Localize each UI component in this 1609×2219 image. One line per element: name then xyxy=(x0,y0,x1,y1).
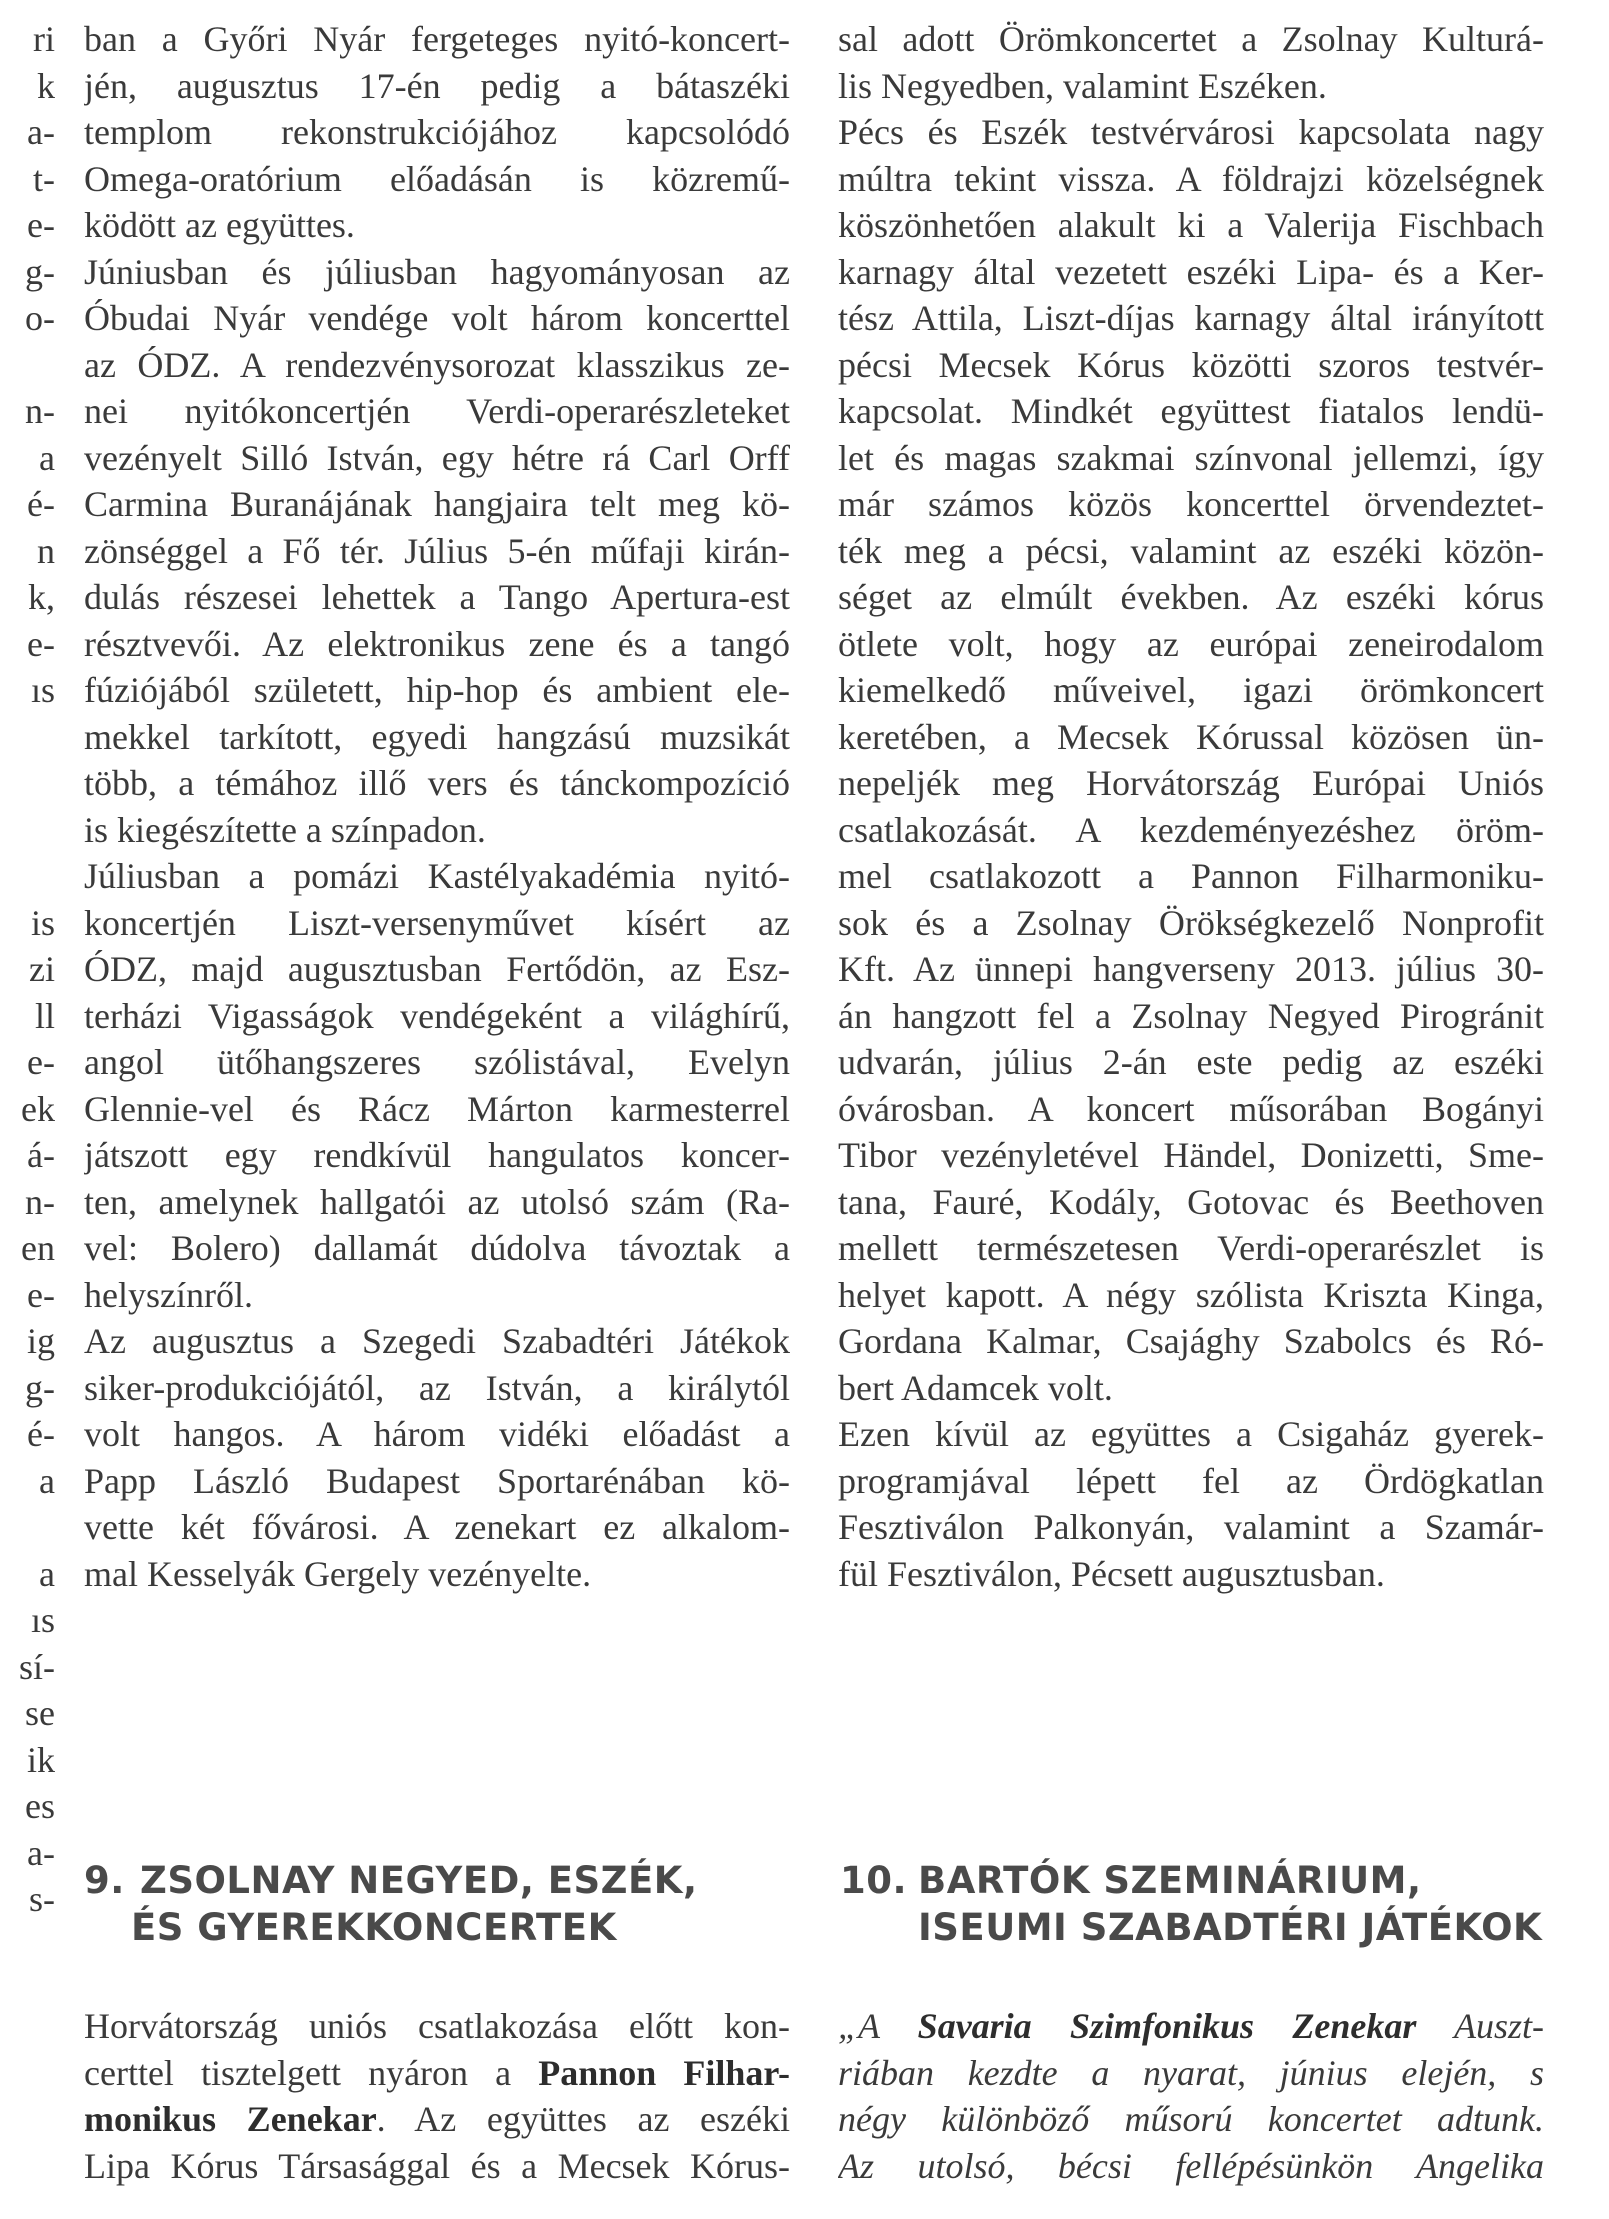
heading-line-1: ZSOLNAY NEGYED, ESZÉK, xyxy=(140,1859,698,1902)
text-line: az ÓDZ. A rendezvénysorozat klasszikus ze- xyxy=(84,344,790,385)
text-line: Fesztiválon Palkonyán, valamint a Szamár- xyxy=(838,1507,1544,1547)
margin-fragment: zi xyxy=(29,949,55,989)
text-line: programjával lépett fel az Ördögkatlan xyxy=(838,1460,1544,1501)
margin-fragment: t- xyxy=(33,158,55,199)
text-line: siker-produkciójától, az István, a királytól xyxy=(84,1367,790,1408)
text-line: ban a Győri Nyár fergeteges nyitó-koncert- xyxy=(84,19,790,59)
text-line: vette két fővárosi. A zenekart ez alkalom- xyxy=(84,1507,790,1547)
text-line: már számos közös koncerttel örvendeztet- xyxy=(838,484,1544,524)
body-line xyxy=(838,2003,1544,2050)
text-line: Ezen kívül az együttes a Csigaház gyerek- xyxy=(838,1414,1544,1454)
text-line: karnagy által vezetett eszéki Lipa- és a Ker- xyxy=(838,251,1544,292)
text-line: nei nyitókoncertjén Verdi-operarészleteket xyxy=(84,391,790,431)
text-line: múltra tekint vissza. A földrajzi közelségnek xyxy=(838,158,1544,199)
margin-fragment: g- xyxy=(25,1367,55,1408)
margin-fragment: a xyxy=(39,1553,55,1594)
margin-fragment: se xyxy=(25,1693,55,1733)
margin-fragment: g- xyxy=(25,251,55,292)
text-line: tana, Fauré, Kodály, Gotovac és Beethoven xyxy=(838,1181,1544,1222)
text-line: Az augusztus a Szegedi Szabadtéri Játékok xyxy=(84,1321,790,1361)
heading-line-1: BARTÓK SZEMINÁRIUM, xyxy=(918,1859,1422,1902)
text-line: kapcsolat. Mindkét együttest fiatalos lendü- xyxy=(838,391,1544,431)
heading-number: 9. xyxy=(84,1859,125,1902)
margin-fragment xyxy=(0,342,55,389)
text-line: Júliusban a pomázi Kastélyakadémia nyitó- xyxy=(84,856,790,896)
body-line: riában kezdte a nyarat, június elején, s xyxy=(838,2052,1544,2093)
text-line: pécsi Mecsek Kórus közötti szoros testvér- xyxy=(838,344,1544,385)
heading-line-2: ÉS GYEREKKONCERTEK xyxy=(131,1906,617,1949)
margin-fragment: ek xyxy=(21,1088,55,1129)
margin-fragment: sí- xyxy=(19,1646,55,1687)
bold-run-orchestra-name: Pannon Filhar- xyxy=(538,2052,790,2093)
text-line: án hangzott fel a Zsolnay Negyed Pirogránit xyxy=(838,995,1544,1036)
text-line: Gordana Kalmar, Csajághy Szabolcs és Ró- xyxy=(838,1321,1544,1361)
text-line: ten, amelynek hallgatói az utolsó szám (Ra- xyxy=(84,1181,790,1222)
section-heading-10 xyxy=(840,1857,1542,1951)
margin-fragment: n- xyxy=(25,1181,55,1222)
text-line: ötlete volt, hogy az európai zeneirodalom xyxy=(838,623,1544,664)
text-line: Glennie-vel és Rácz Márton karmesterrel xyxy=(84,1088,790,1129)
margin-fragment: á- xyxy=(27,1135,55,1175)
body-line: négy különböző műsorú koncertet adtunk. xyxy=(838,2099,1544,2139)
margin-fragment: is xyxy=(30,902,55,943)
text-line: tész Attila, Liszt-díjas karnagy által irányított xyxy=(838,298,1544,338)
text-line: volt hangos. A három vidéki előadást a xyxy=(84,1414,790,1454)
margin-fragment: o- xyxy=(25,298,55,338)
section-9-body xyxy=(84,2003,790,2189)
body-line: Lipa Kórus Társasággal és a Mecsek Kórus- xyxy=(84,2145,790,2186)
text-line: Júniusban és júliusban hagyományosan az xyxy=(84,251,790,292)
text-line: több, a témához illő vers és tánckompozíció xyxy=(84,763,790,803)
text-line: mellett természetesen Verdi-operarészlet is xyxy=(838,1228,1544,1268)
text-line: keretében, a Mecsek Kórussal közösen ün- xyxy=(838,716,1544,757)
text-line: vel: Bolero) dallamát dúdolva távoztak a xyxy=(84,1228,790,1268)
body-line: Horvátország uniós csatlakozása előtt kon- xyxy=(84,2006,790,2046)
margin-fragment: n xyxy=(37,530,55,571)
article-column-right xyxy=(838,16,1544,1597)
text-line: köszönhetően alakult ki a Valerija Fischbach xyxy=(838,205,1544,245)
margin-fragment: n- xyxy=(25,391,55,431)
text-line: kiemelkedő műveivel, igazi örömkoncert xyxy=(838,670,1544,710)
text-line: dulás részesei lehettek a Tango Apertura-est xyxy=(84,577,790,617)
text-line: Carmina Buranájának hangjaira telt meg kö- xyxy=(84,484,790,524)
text-line: fúziójából született, hip-hop és ambient ele- xyxy=(84,670,790,710)
margin-fragment: e- xyxy=(27,1042,55,1082)
text-line: nepeljék meg Horvátország Európai Uniós xyxy=(838,763,1544,803)
heading-line-2: ISEUMI SZABADTÉRI JÁTÉKOK xyxy=(918,1906,1543,1949)
body-line xyxy=(84,2096,790,2143)
text-line: Omega-oratórium előadásán is közremű- xyxy=(84,158,790,199)
margin-fragment: é- xyxy=(27,1414,55,1454)
margin-fragment: e- xyxy=(27,205,55,245)
margin-fragment xyxy=(0,1504,55,1551)
text-line: óvárosban. A koncert műsorában Bogányi xyxy=(838,1088,1544,1129)
heading-number: 10. xyxy=(840,1859,908,1902)
text-line: Kft. Az ünnepi hangverseny 2013. július 30- xyxy=(838,949,1544,989)
margin-fragment xyxy=(0,760,55,807)
text-run: „A xyxy=(838,2006,918,2046)
text-line: Papp László Budapest Sportarénában kö- xyxy=(84,1460,790,1501)
text-line: ték meg a pécsi, valamint az eszéki közön- xyxy=(838,530,1544,571)
margin-fragment xyxy=(0,853,55,900)
margin-fragment: k xyxy=(37,65,55,106)
text-line: terházi Vigasságok vendégeként a világhírű, xyxy=(84,995,790,1036)
margin-fragment xyxy=(0,807,55,854)
margin-fragment: e- xyxy=(27,1274,55,1315)
margin-fragment xyxy=(0,714,55,761)
text-line: Óbudai Nyár vendége volt három koncerttel xyxy=(84,298,790,338)
text-line: csatlakozását. A kezdeményezéshez öröm- xyxy=(838,809,1544,850)
margin-fragment: ll xyxy=(34,995,55,1036)
text-line: sal adott Örömkoncertet a Zsolnay Kulturá- xyxy=(838,19,1544,59)
bold-run-orchestra-name: Savaria Szimfonikus Zenekar xyxy=(917,2006,1417,2046)
margin-fragment: a xyxy=(39,1460,55,1501)
margin-fragment: ik xyxy=(26,1739,55,1780)
margin-fragment: a- xyxy=(27,112,55,152)
text-line: fül Fesztiválon, Pécsett augusztusban. xyxy=(838,1553,1385,1594)
text-line: angol ütőhangszeres szólistával, Evelyn xyxy=(84,1042,790,1082)
article-column-left xyxy=(84,16,790,1597)
text-line: séget az elmúlt években. Az eszéki kórus xyxy=(838,577,1544,617)
margin-fragment: ıs xyxy=(30,1600,55,1640)
text-line: sok és a Zsolnay Örökségkezelő Nonprofit xyxy=(838,902,1544,943)
text-line: ÓDZ, majd augusztusban Fertődön, az Esz- xyxy=(84,949,790,989)
bold-run-orchestra-name: monikus Zenekar xyxy=(84,2099,377,2139)
text-line: bert Adamcek volt. xyxy=(838,1367,1113,1408)
margin-fragment: en xyxy=(21,1228,55,1268)
text-line: templom rekonstrukciójához kapcsolódó xyxy=(84,112,790,152)
text-line: mal Kesselyák Gergely vezényelte. xyxy=(84,1553,592,1594)
text-line: játszott egy rendkívül hangulatos koncer- xyxy=(84,1135,790,1175)
body-line: Az utolsó, bécsi fellépésünkön Angelika xyxy=(838,2145,1544,2186)
margin-fragment: ıs xyxy=(30,670,55,710)
text-line: résztvevői. Az elektronikus zene és a tangó xyxy=(84,623,790,664)
margin-fragment: s- xyxy=(29,1879,55,1919)
margin-fragment: é- xyxy=(27,484,55,524)
body-line xyxy=(84,2050,790,2097)
margin-fragment: k, xyxy=(28,577,55,617)
text-line: vezényelt Silló István, egy hétre rá Carl Orff xyxy=(84,437,790,478)
margin-fragment: e- xyxy=(27,623,55,664)
text-run: certtel tisztelgett nyáron a xyxy=(84,2052,539,2093)
text-line: is kiegészítette a színpadon. xyxy=(84,809,486,850)
text-line: jén, augusztus 17-én pedig a bátaszéki xyxy=(84,65,790,106)
text-line: ködött az együttes. xyxy=(84,205,355,245)
text-line: Tibor vezényletével Händel, Donizetti, Sme- xyxy=(838,1135,1544,1175)
text-line: mekkel tarkított, egyedi hangzású muzsikát xyxy=(84,716,790,757)
margin-fragment: es xyxy=(25,1786,55,1826)
text-line: udvarán, július 2-án este pedig az eszéki xyxy=(838,1042,1544,1082)
text-line: koncertjén Liszt-versenyművet kísért az xyxy=(84,902,790,943)
text-line: helyet kapott. A négy szólista Kriszta Kinga, xyxy=(838,1274,1544,1315)
margin-fragment: a xyxy=(39,437,55,478)
text-line: zönséggel a Fő tér. Július 5-én műfaji kirán- xyxy=(84,530,790,571)
text-line: let és magas szakmai színvonal jellemzi, így xyxy=(838,437,1544,478)
margin-fragment: a- xyxy=(27,1832,55,1873)
left-margin-clipped-column xyxy=(0,16,55,1923)
section-heading-9 xyxy=(84,1857,698,1951)
text-run: . Az együttes az eszéki xyxy=(376,2099,790,2139)
text-line: Pécs és Eszék testvérvárosi kapcsolata nagy xyxy=(838,112,1544,152)
margin-fragment: ri xyxy=(33,19,55,59)
text-line: mel csatlakozott a Pannon Filharmoniku- xyxy=(838,856,1544,896)
text-line: lis Negyedben, valamint Eszéken. xyxy=(838,65,1327,106)
section-10-body xyxy=(838,2003,1544,2189)
margin-fragment: ig xyxy=(26,1321,55,1361)
text-run: Auszt- xyxy=(1416,2006,1544,2046)
text-line: helyszínről. xyxy=(84,1274,253,1315)
